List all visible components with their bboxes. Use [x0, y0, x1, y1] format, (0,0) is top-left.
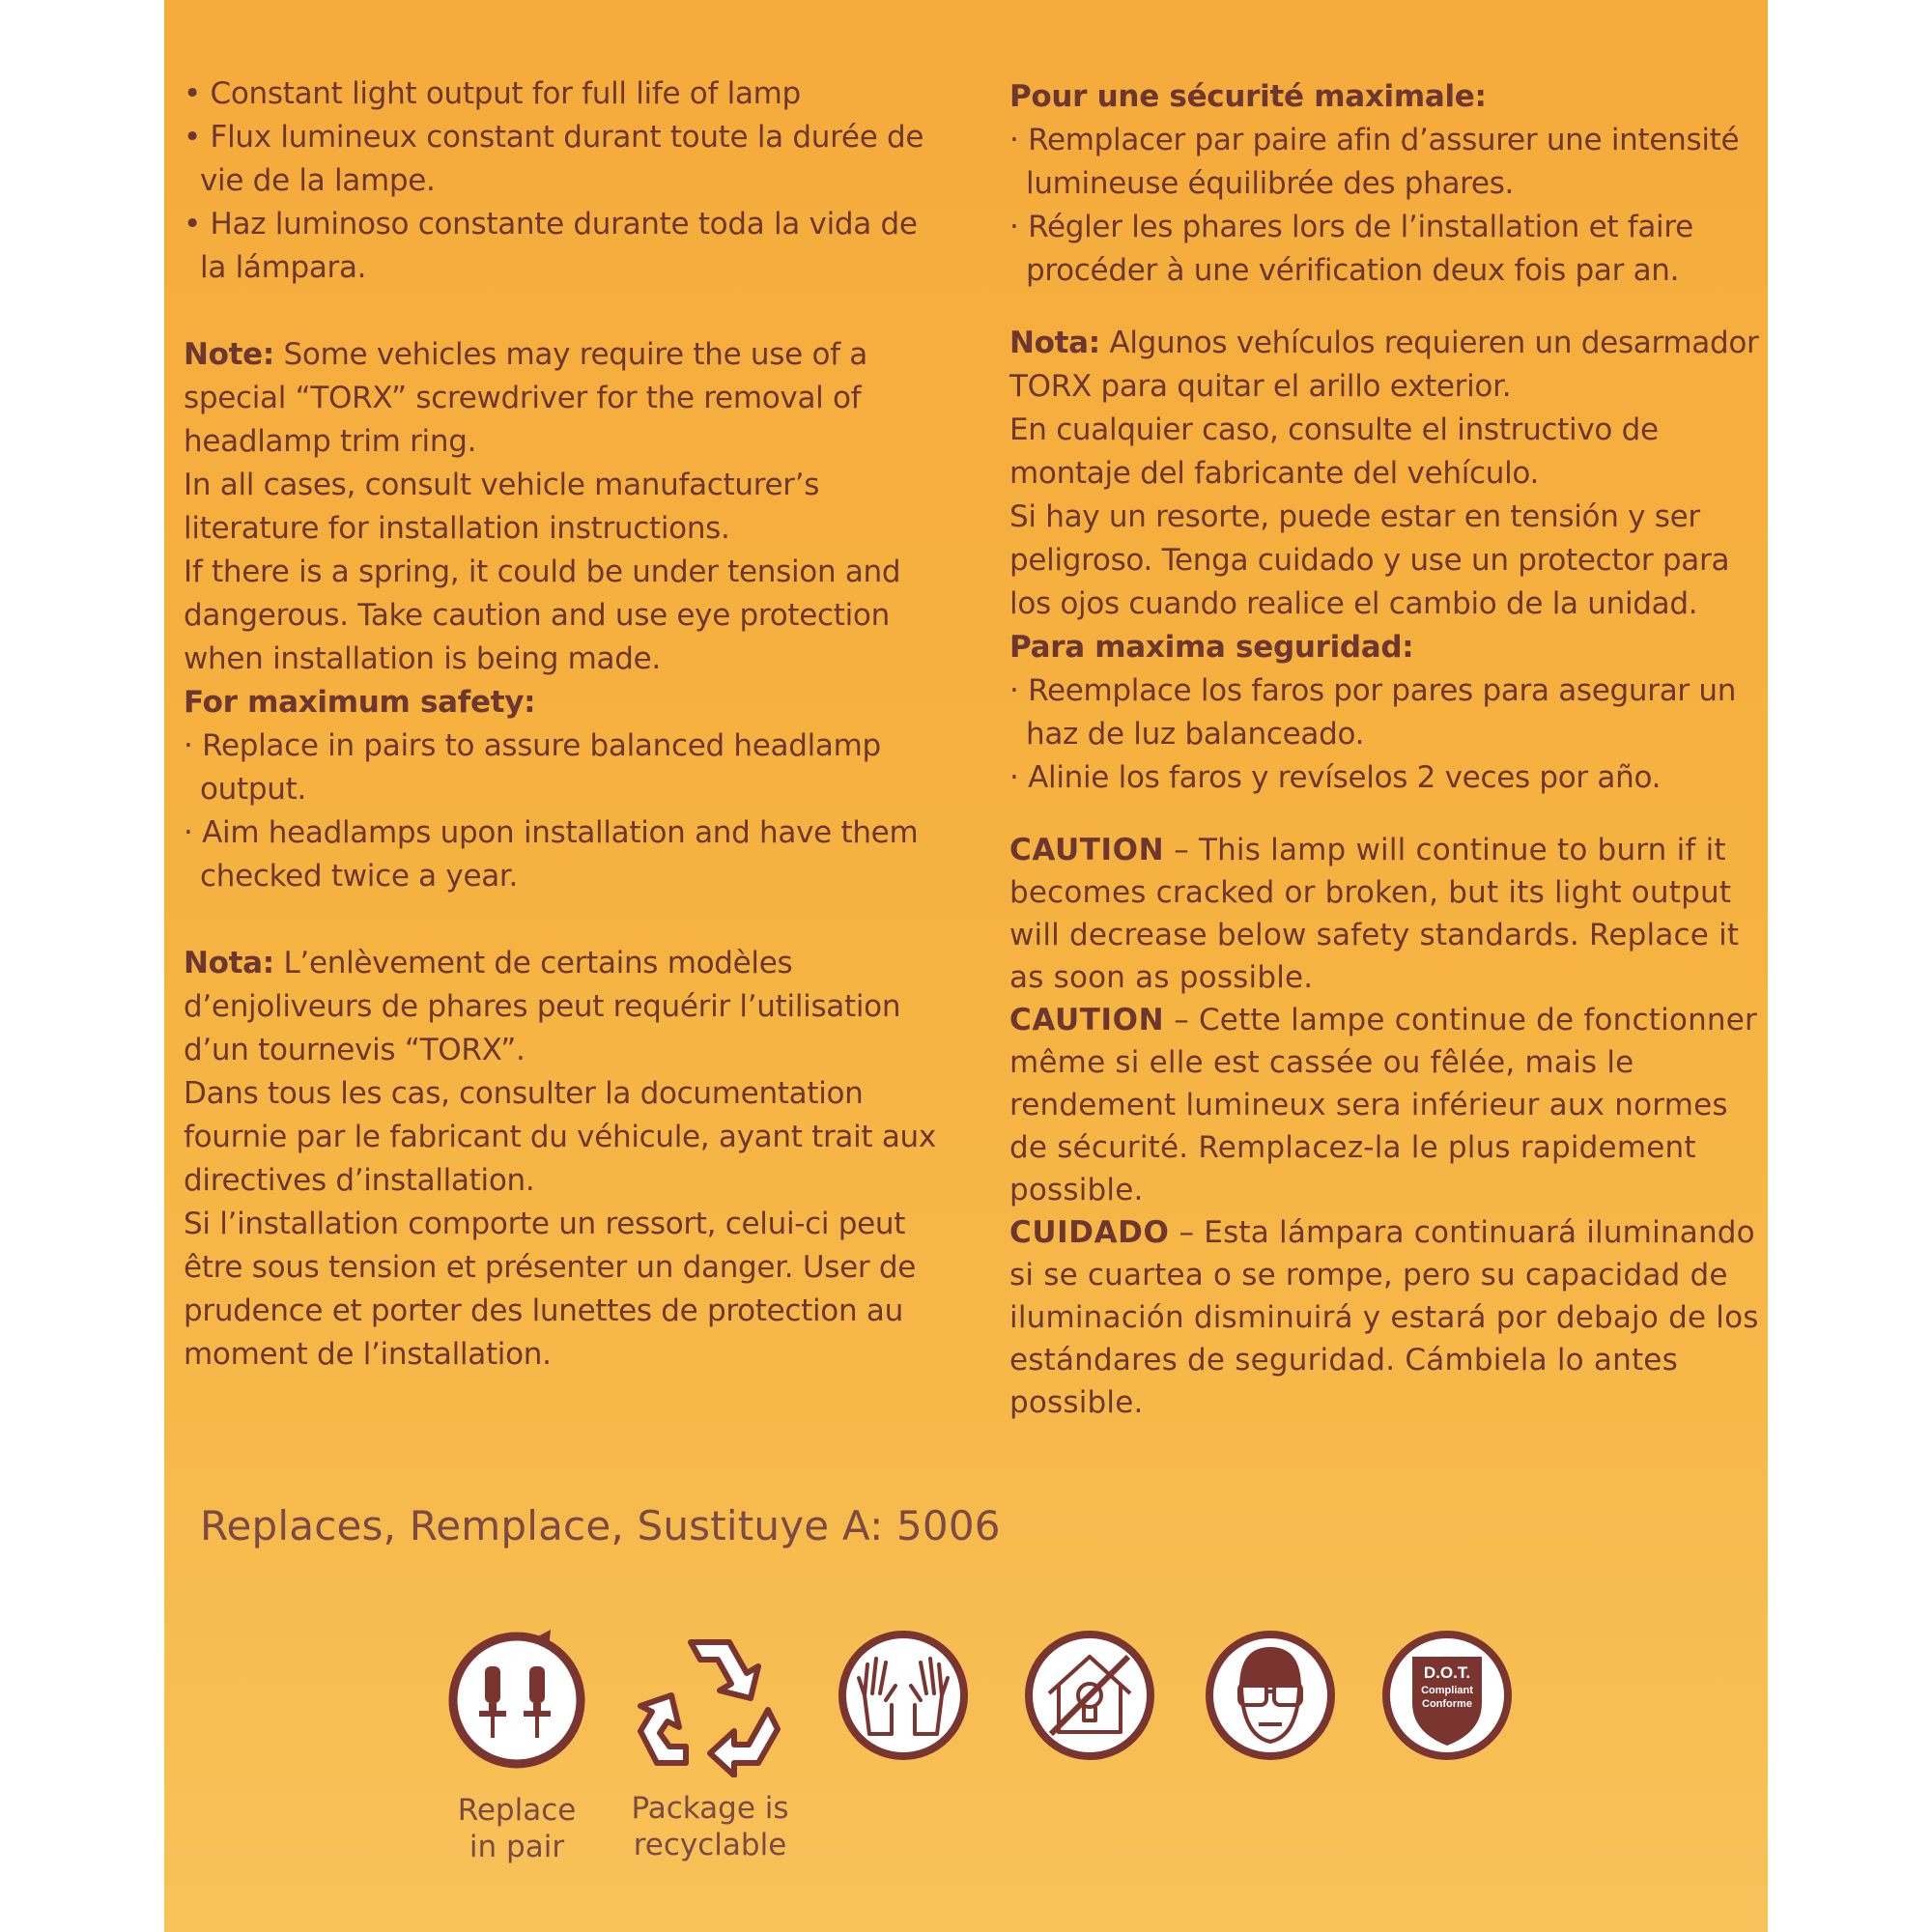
- bullet-3: • Haz luminoso constante durante toda la vida de la lámpara.: [184, 207, 918, 285]
- replace-pair-label: [420, 1792, 613, 1865]
- caution-en: CAUTION – This lamp will continue to burn if it becomes cracked or broken, but its light output will decrease below safety standards. Replace it as soon as possible.: [1009, 833, 1740, 995]
- caution-text: This lamp will continue to burn if it becomes cracked or broken, but its light output will decrease below safety standards. Replace it as soon as possible.: [1009, 833, 1740, 995]
- dot-line2: Compliant: [1421, 1685, 1473, 1696]
- caution-text: Cette lampe continue de fonctionner même si elle est cassée ou fêlée, mais le rendement lumineux sera inférieur aux normes de sécurité. Remplacez-la le plus rapidement possible.: [1009, 1003, 1757, 1208]
- caution-es: CUIDADO – Esta lámpara continuará iluminando si se cuartea o se rompe, pero su capacidad de iluminación disminuirá y estará por debajo de los estándares de seguridad. Cámbiela lo antes possible.: [1009, 1215, 1759, 1420]
- dot-shield-icon: [1379, 1628, 1515, 1767]
- safety-en-item: · Aim headlamps upon installation and have them checked twice a year.: [184, 815, 919, 894]
- caution-label: CUIDADO: [1009, 1215, 1170, 1250]
- caution-label: CAUTION: [1009, 1003, 1165, 1037]
- bullet-text: Flux lumineux constant durant toute la durée de vie de la lampe.: [200, 120, 924, 198]
- label-line: in pair: [469, 1830, 565, 1864]
- safety-en-item: · Replace in pairs to assure balanced headlamp output.: [184, 728, 881, 807]
- safety-item-text: Remplacer par paire afin d’assurer une intensité lumineuse équilibrée des phares.: [1026, 123, 1740, 201]
- note-en-line2: In all cases, consult vehicle manufacturer’s literature for installation instructions.: [184, 468, 820, 546]
- label-line: Package is: [631, 1791, 789, 1826]
- recyclable-label: [613, 1790, 807, 1863]
- caution-label: CAUTION: [1009, 833, 1165, 867]
- safety-item-text: Reemplace los faros por pares para asegurar un haz de luz balanceado.: [1026, 673, 1737, 752]
- note-en-text: Some vehicles may require the use of a special “TORX” screwdriver for the removal of headlamp trim ring.: [184, 337, 867, 459]
- caution-text: Esta lámpara continuará iluminando si se cuartea o se rompe, pero su capacidad de iluminación disminuirá y estará por debajo de los estándares de seguridad. Cámbiela lo antes possible.: [1009, 1215, 1759, 1420]
- note-en-label: Note:: [184, 337, 274, 372]
- replaces-text: Replaces, Remplace, Sustituye A: 5006: [200, 1502, 1001, 1549]
- note-es-text: Algunos vehículos requieren un desarmador TORX para quitar el arillo exterior.: [1009, 326, 1759, 404]
- recycle-icon: [633, 1633, 787, 1781]
- safety-glasses-icon: [1203, 1628, 1338, 1767]
- gloves-icon: [836, 1628, 971, 1767]
- label-line: Replace: [457, 1793, 577, 1828]
- bullet-text: Constant light output for full life of lamp: [210, 76, 801, 111]
- safety-fr-item: · Régler les phares lors de l’installation et faire procéder à une vérification deux fois par an.: [1009, 210, 1693, 288]
- safety-item-text: Replace in pairs to assure balanced headlamp output.: [200, 728, 881, 807]
- bullet-text: Haz luminoso constante durante toda la vida de la lámpara.: [200, 207, 918, 285]
- safety-es-title: Para maxima seguridad:: [1009, 630, 1414, 665]
- bullet-2: • Flux lumineux constant durant toute la durée de vie de la lampe.: [184, 120, 924, 198]
- safety-item-text: Régler les phares lors de l’installation et faire procéder à une vérification deux fois par an.: [1026, 210, 1693, 288]
- note-fr-line2: Dans tous les cas, consulter la documentation fournie par le fabricant du véhicule, ayant trait aux directives d’installation.: [184, 1076, 936, 1198]
- label-line: recyclable: [633, 1828, 787, 1862]
- safety-es-item: · Alinie los faros y revíselos 2 veces por año.: [1009, 760, 1662, 795]
- left-column: [184, 72, 947, 1377]
- replace-pair-icon: [444, 1628, 589, 1776]
- safety-item-text: Aim headlamps upon installation and have them checked twice a year.: [200, 815, 919, 894]
- safety-en-title: For maximum safety:: [184, 685, 536, 720]
- note-es-line3: Si hay un resorte, puede estar en tensión y ser peligroso. Tenga cuidado y use un protector para los ojos cuando realice el cambio de la unidad.: [1009, 499, 1730, 621]
- dot-line1: D.O.T.: [1423, 1663, 1471, 1682]
- no-indoor-icon: [1022, 1628, 1157, 1767]
- bullet-1: • Constant light output for full life of lamp: [184, 76, 801, 111]
- note-fr-text: L’enlèvement de certains modèles d’enjoliveurs de phares peut requérir l’utilisation d’un tournevis “TORX”.: [184, 946, 901, 1067]
- package-panel: [164, 0, 1768, 1932]
- safety-item-text: Alinie los faros y revíselos 2 veces por año.: [1028, 760, 1662, 795]
- note-fr-label: Nota:: [184, 946, 274, 980]
- right-column: [1009, 75, 1768, 1424]
- safety-fr-title: Pour une sécurité maximale:: [1009, 79, 1487, 114]
- dot-line3: Conforme: [1422, 1698, 1472, 1710]
- note-es-line2: En cualquier caso, consulte el instructivo de montaje del fabricante del vehículo.: [1009, 412, 1659, 491]
- note-fr-line3: Si l’installation comporte un ressort, celui-ci peut être sous tension et présenter un danger. User de prudence et porter des lunettes de protection au moment de l’installation.: [184, 1207, 917, 1372]
- safety-fr-item: · Remplacer par paire afin d’assurer une intensité lumineuse équilibrée des phares.: [1009, 123, 1740, 201]
- note-fr: [184, 942, 947, 1072]
- safety-es-item: · Reemplace los faros por pares para asegurar un haz de luz balanceado.: [1009, 673, 1737, 752]
- caution-fr: CAUTION – Cette lampe continue de fonctionner même si elle est cassée ou fêlée, mais le rendement lumineux sera inférieur aux normes de sécurité. Remplacez-la le plus rapidement possible.: [1009, 1003, 1757, 1208]
- note-en-line3: If there is a spring, it could be under tension and dangerous. Take caution and use eye protection when installation is being made.: [184, 554, 901, 676]
- note-en: [184, 333, 947, 464]
- note-es-label: Nota:: [1009, 326, 1100, 360]
- note-es: [1009, 322, 1768, 409]
